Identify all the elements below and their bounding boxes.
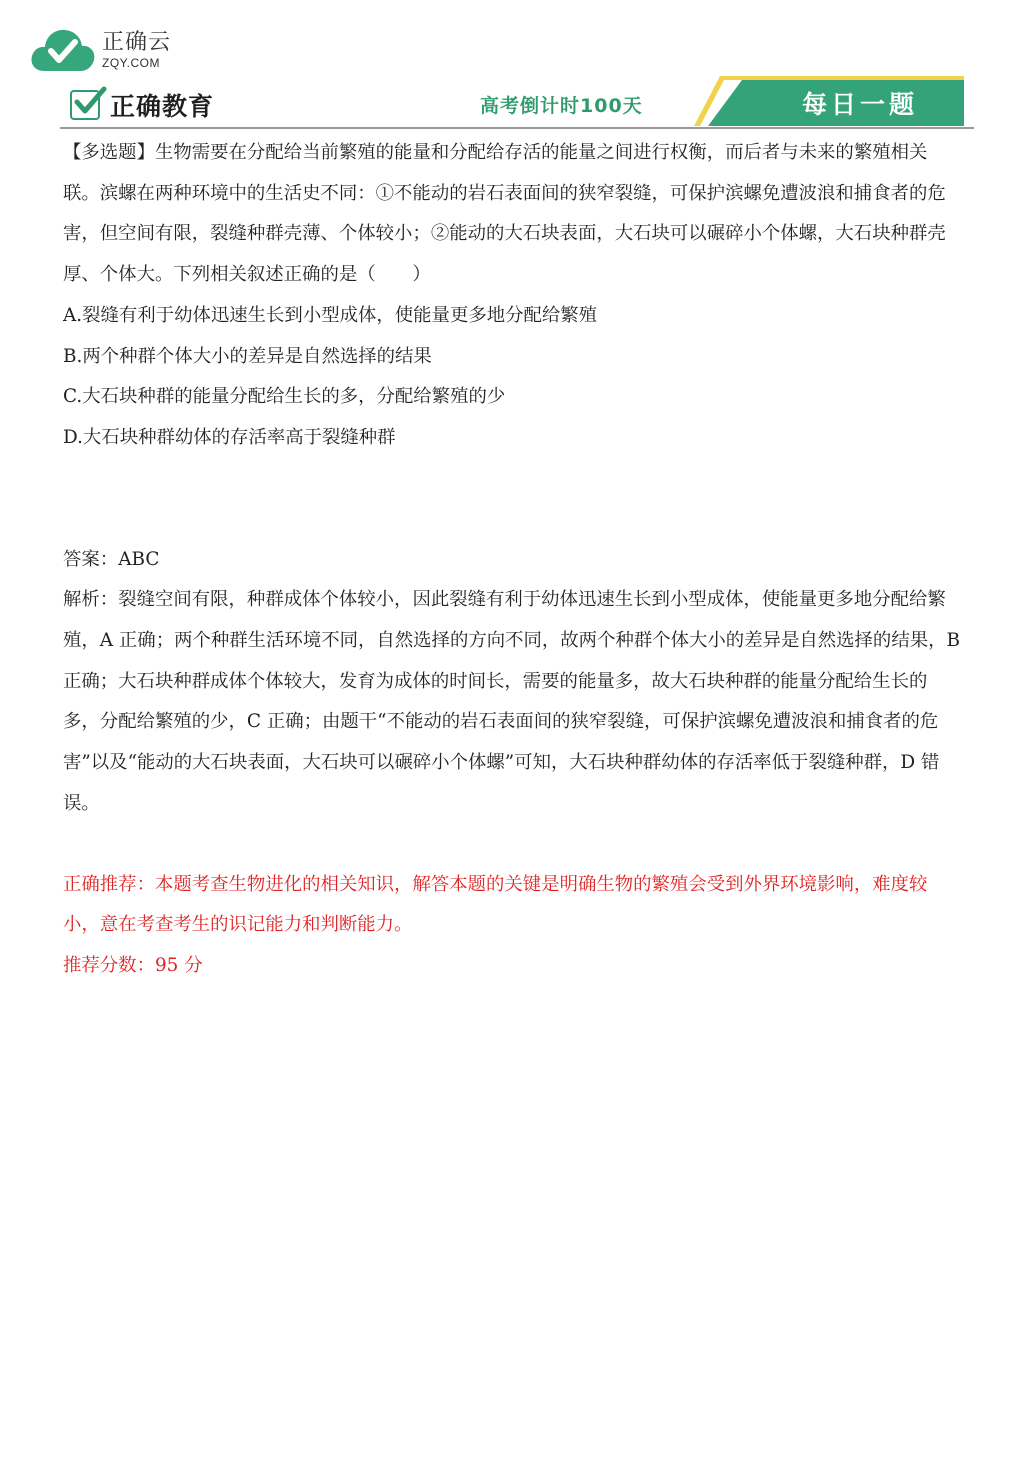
recommendation-label: 正确推荐： (63, 873, 155, 895)
countdown-text: 高考倒计时100天 (480, 95, 643, 117)
score-label: 推荐分数： (63, 954, 155, 976)
spacer (63, 459, 963, 540)
header-band (60, 76, 974, 130)
answer-value: ABC (118, 548, 160, 570)
option-a: A.裂缝有利于幼体迅速生长到小型成体，使能量更多地分配给繁殖 (63, 304, 598, 326)
answer (63, 540, 963, 581)
site-logo (30, 26, 171, 74)
analysis-label: 解析： (63, 589, 119, 611)
question-stem-text: 生物需要在分配给当前繁殖的能量和分配给存活的能量之间进行权衡，而后者与未来的繁殖相关联。滨螺在两种环境中的生活史不同：①不能动的岩石表面间的狭窄裂缝，可保护滨螺免遭波浪和捕食者的危害，但空间有限，裂缝种群壳薄、个体较小；②能动的大石块表面，大石块可以碾碎小个体螺，大石块种群壳厚、个体大。下列相关叙述正确的是（ ） (63, 142, 946, 286)
daily-question-ribbon (694, 76, 964, 126)
answer-label: 答案： (63, 548, 119, 570)
question-stem (63, 133, 963, 296)
recommended-score (63, 946, 963, 987)
cloud-check-icon (30, 27, 96, 73)
spacer (63, 825, 963, 865)
question-content (63, 133, 963, 987)
logo-domain: ZQY.COM (102, 55, 160, 70)
option-b: B.两个种群个体大小的差异是自然选择的结果 (63, 345, 432, 367)
option-d: D.大石块种群幼体的存活率高于裂缝种群 (63, 426, 396, 448)
option-c: C.大石块种群的能量分配给生长的多，分配给繁殖的少 (63, 386, 506, 408)
ribbon-label: 每日一题 (801, 90, 918, 119)
analysis-text: 裂缝空间有限，种群成体个体较小，因此裂缝有利于幼体迅速生长到小型成体，使能量更多地分配给繁殖，A 正确；两个种群生活环境不同，自然选择的方向不同，故两个种群个体大小的差异是自然选择的结果，B 正确；大石块种群成体个体较大，发育为成体的时间长，需要的能量多，故大石块种群的能量分配给生长的多，分配给繁殖的少，C 正确；由题干“不能动的岩石表面间的狭窄裂缝，可保护滨螺免遭波浪和捕食者的危害”以及“能动的大石块表面，大石块可以碾碎小个体螺”可知，大石块种群幼体的存活率低于裂缝种群，D 错误。 (63, 589, 961, 814)
logo-name: 正确云 (102, 29, 172, 55)
analysis (63, 580, 963, 824)
brand (70, 87, 214, 123)
brand-title: 正确教育 (110, 92, 215, 121)
score-value: 95 分 (154, 954, 203, 976)
question-type-tag: 【多选题】 (63, 142, 155, 163)
recommendation-text: 本题考查生物进化的相关知识，解答本题的关键是明确生物的繁殖会受到外界环境影响，难度较小，意在考查考生的识记能力和判断能力。 (63, 873, 928, 936)
header-divider (60, 127, 974, 129)
recommendation (63, 865, 963, 946)
checkbox-icon (70, 90, 100, 120)
